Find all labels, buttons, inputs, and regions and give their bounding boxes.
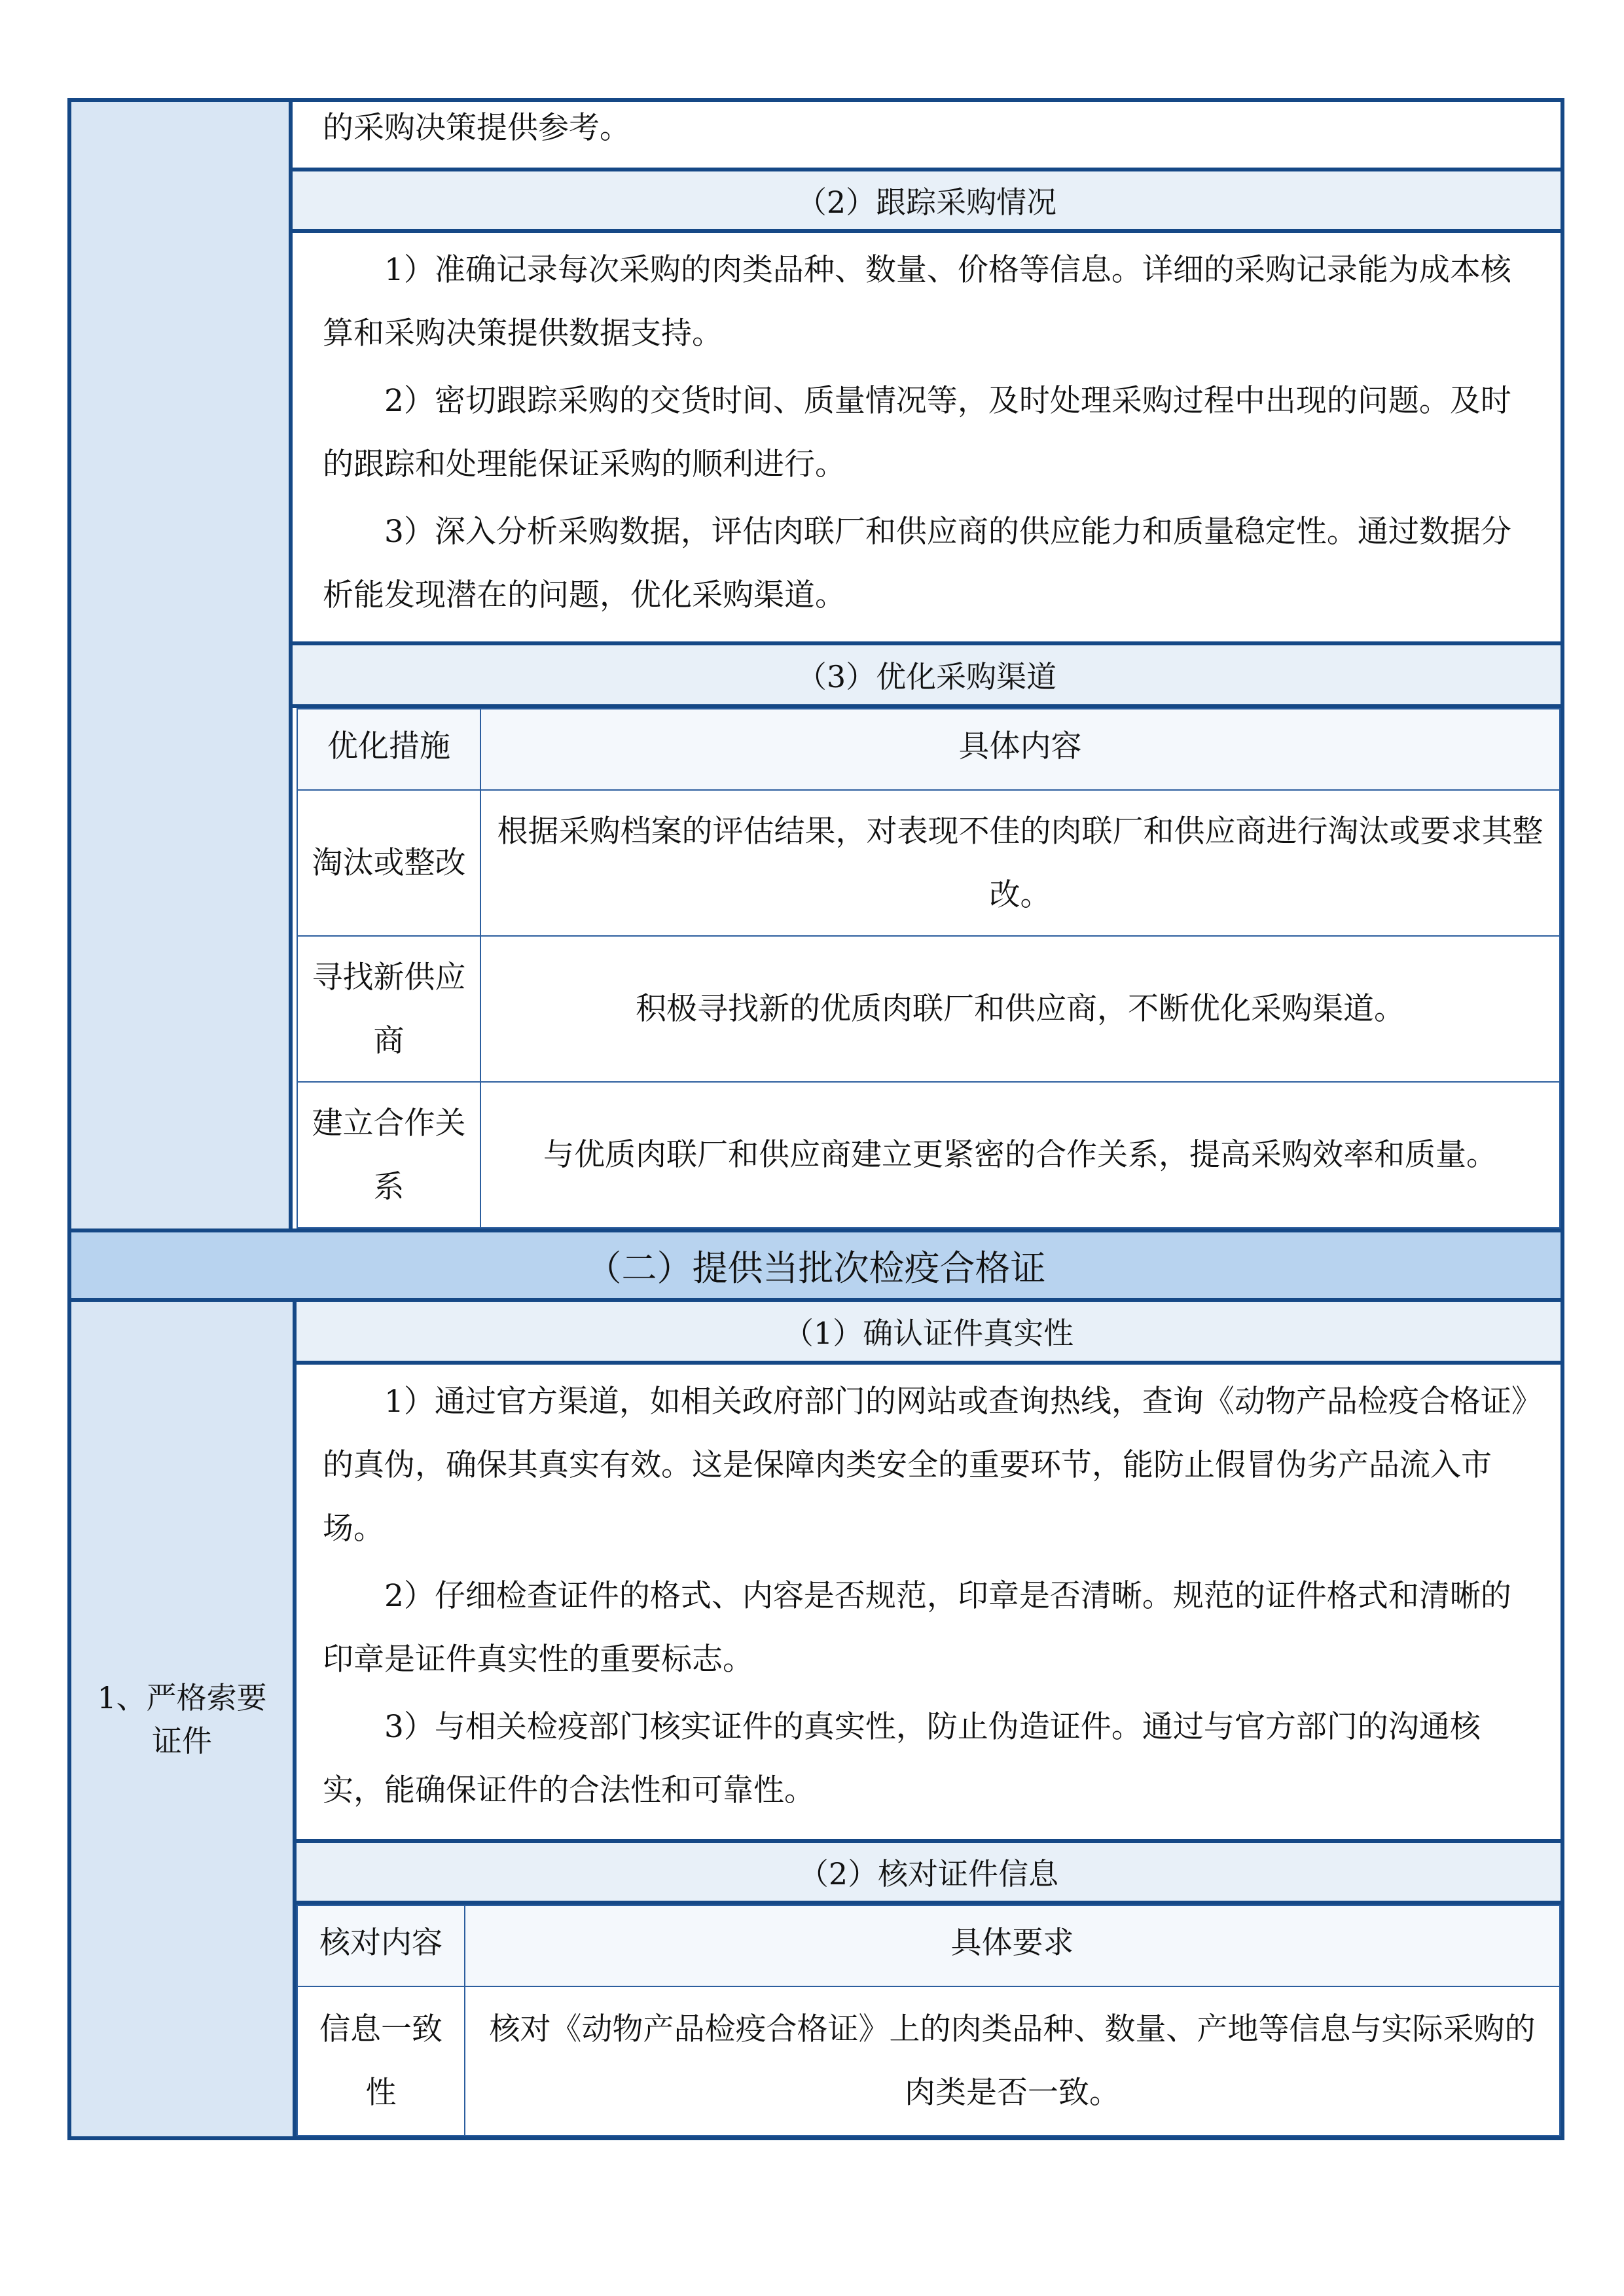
section-title: （二）提供当批次检疫合格证 — [71, 1229, 1561, 1302]
table-cell-content: 根据采购档案的评估结果，对表现不佳的肉联厂和供应商进行淘汰或要求其整改。 — [480, 789, 1561, 937]
optimize-channel-header: （3）优化采购渠道 — [293, 641, 1561, 708]
paragraph: 1）通过官方渠道，如相关政府部门的网站或查询热线，查询《动物产品检疫合格证》的真伪，确保其真实有效。这是保障肉类安全的重要环节，能防止假冒伪劣产品流入市场。 — [323, 1384, 1527, 1547]
table-cell-content: 与优质肉联厂和供应商建立更紧密的合作关系，提高采购效率和质量。 — [480, 1081, 1561, 1229]
paragraph: 1）准确记录每次采购的肉类品种、数量、价格等信息。详细的采购记录能为成本核算和采购决策提供数据支持。 — [323, 252, 1511, 351]
column-header: 优化措施 — [297, 708, 481, 791]
table-cell-item: 信息一致性 — [297, 1986, 465, 2136]
table-cell-content: 积极寻找新的优质肉联厂和供应商，不断优化采购渠道。 — [480, 935, 1561, 1083]
paragraph: 3）与相关检疫部门核实证件的真实性，防止伪造证件。通过与官方部门的沟通核实，能确保证件的合法性和可靠性。 — [323, 1709, 1481, 1808]
check-info-header: （2）核对证件信息 — [297, 1839, 1561, 1905]
verify-cert-paragraphs — [297, 1365, 1561, 1841]
left-column-cell-empty — [71, 102, 293, 1229]
table-cell-measure: 寻找新供应商 — [297, 935, 481, 1083]
paragraph: 2）仔细检查证件的格式、内容是否规范，印章是否清晰。规范的证件格式和清晰的印章是证件真实性的重要标志。 — [323, 1578, 1511, 1677]
verify-cert-header: （1）确认证件真实性 — [297, 1302, 1561, 1365]
table-cell-requirement: 核对《动物产品检疫合格证》上的肉类品种、数量、产地等信息与实际采购的肉类是否一致。 — [464, 1986, 1561, 2136]
continued-text: 的采购决策提供参考。 — [323, 110, 630, 146]
track-purchase-header: （2）跟踪采购情况 — [293, 168, 1561, 233]
column-header: 具体内容 — [480, 708, 1561, 791]
column-header: 具体要求 — [464, 1905, 1561, 1987]
row-label-text: 1、严格索要证件 — [97, 1679, 267, 1759]
table-cell-measure: 建立合作关系 — [297, 1081, 481, 1229]
column-header: 核对内容 — [297, 1905, 465, 1987]
table-cell-measure: 淘汰或整改 — [297, 789, 481, 937]
paragraph: 3）深入分析采购数据，评估肉联厂和供应商的供应能力和质量稳定性。通过数据分析能发现潜在的问题，优化采购渠道。 — [323, 514, 1511, 613]
paragraph: 2）密切跟踪采购的交货时间、质量情况等，及时处理采购过程中出现的问题。及时的跟踪和处理能保证采购的顺利进行。 — [323, 383, 1511, 482]
row-label — [71, 1302, 297, 2136]
track-purchase-paragraphs — [297, 233, 1561, 641]
continued-text-cell — [297, 102, 1561, 168]
